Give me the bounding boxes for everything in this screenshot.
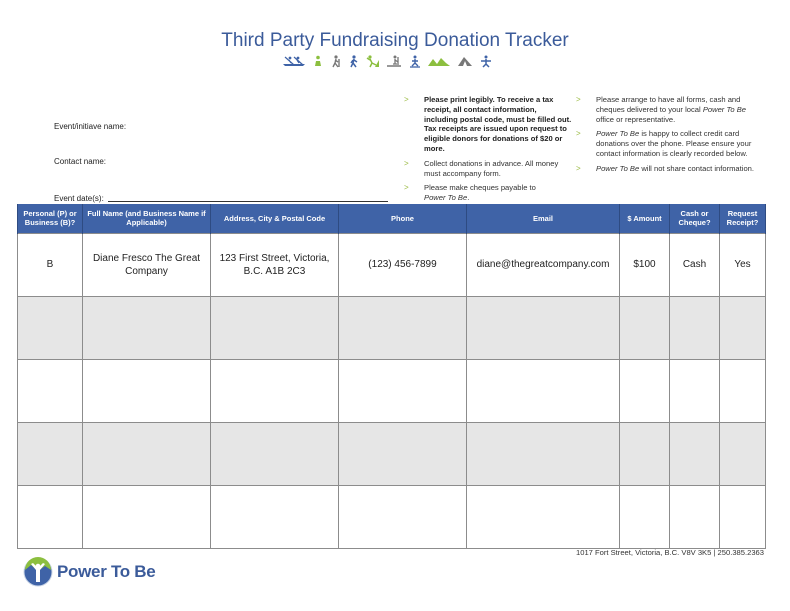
cell-amount[interactable]	[620, 485, 670, 548]
instruction-text: Collect donations in advance. All money must accompany form.	[424, 158, 559, 178]
organization-address: 1017 Fort Street, Victoria, B.C. V8V 3K5 | 250.385.2363	[576, 548, 764, 557]
header-type: Personal (P) or Business (B)?	[18, 204, 83, 233]
event-name-label: Event/initiave name:	[54, 122, 127, 131]
cell-type[interactable]	[18, 422, 83, 485]
table-row	[18, 233, 766, 296]
header-amount: $ Amount	[620, 204, 670, 233]
instruction-item	[404, 183, 572, 203]
cell-payment-method[interactable]: Cash	[670, 233, 720, 296]
bullet-chevron-icon: >	[576, 129, 581, 139]
instruction-item	[576, 129, 760, 158]
cell-type[interactable]: B	[18, 233, 83, 296]
instruction-text: Power To Be will not share contact information.	[596, 163, 755, 173]
cell-phone[interactable]: (123) 456-7899	[339, 233, 467, 296]
snowshoe-icon	[409, 55, 421, 68]
instructions-column-1	[404, 95, 572, 208]
cell-receipt[interactable]	[720, 422, 766, 485]
instruction-text: Please arrange to have all forms, cash and cheques delivered to your local Power To Be office or representative.	[596, 95, 747, 124]
cell-payment-method[interactable]	[670, 485, 720, 548]
tent-icon	[457, 55, 473, 67]
donation-table	[17, 204, 766, 549]
cell-address[interactable]	[211, 296, 339, 359]
cell-payment-method[interactable]	[670, 296, 720, 359]
cell-phone[interactable]	[339, 485, 467, 548]
cell-email[interactable]: diane@thegreatcompany.com	[467, 233, 620, 296]
cell-type[interactable]	[18, 296, 83, 359]
cell-address[interactable]	[211, 359, 339, 422]
bullet-chevron-icon: >	[576, 95, 581, 104]
logo-text: Power To Be	[57, 562, 156, 581]
cell-receipt[interactable]	[720, 296, 766, 359]
header-email: Email	[467, 204, 620, 233]
event-dates-label: Event date(s):	[54, 194, 104, 203]
cell-full-name[interactable]	[83, 359, 211, 422]
table-row	[18, 485, 766, 548]
cell-type[interactable]	[18, 485, 83, 548]
header-phone: Phone	[339, 204, 467, 233]
logo-mark-icon	[23, 557, 53, 587]
header-full-name: Full Name (and Business Name if Applicable)	[83, 204, 211, 233]
instruction-item	[404, 95, 572, 154]
cell-full-name[interactable]	[83, 296, 211, 359]
instruction-item	[576, 164, 760, 174]
cell-email[interactable]	[467, 422, 620, 485]
instruction-text: Please print legibly. To receive a tax receipt, all contact information, including postal code, must be filled out. Tax receipts are issued upon request to eligible donors for donations of $20 or more.	[424, 95, 572, 153]
cell-full-name[interactable]	[83, 422, 211, 485]
cell-phone[interactable]	[339, 422, 467, 485]
cell-amount[interactable]	[620, 296, 670, 359]
instruction-text: Please make cheques payable to Power To Be.	[424, 183, 536, 203]
hiker-icon	[330, 55, 341, 68]
cell-address[interactable]	[211, 422, 339, 485]
header-receipt: Request Receipt?	[720, 204, 766, 233]
instruction-text: Power To Be is happy to collect credit card donations over the phone. Please ensure your contact information is clearly recorded below.	[596, 129, 752, 158]
walker-icon	[348, 55, 359, 68]
cell-payment-method[interactable]	[670, 422, 720, 485]
table-row	[18, 296, 766, 359]
instructions-column-2	[576, 95, 760, 179]
surfer-icon	[480, 55, 492, 68]
activity-icons	[282, 53, 492, 69]
cell-address[interactable]	[211, 485, 339, 548]
bullet-chevron-icon: >	[576, 163, 581, 173]
cell-receipt[interactable]	[720, 359, 766, 422]
cell-receipt[interactable]: Yes	[720, 233, 766, 296]
instruction-item	[576, 95, 760, 124]
cell-receipt[interactable]	[720, 485, 766, 548]
event-dates-line	[108, 201, 388, 202]
instruction-item	[404, 159, 572, 179]
header-payment-method: Cash or Cheque?	[670, 204, 720, 233]
table-header-row	[18, 204, 766, 233]
cell-payment-method[interactable]	[670, 359, 720, 422]
header-address: Address, City & Postal Code	[211, 204, 339, 233]
mountains-icon	[428, 55, 450, 67]
page-title: Third Party Fundraising Donation Tracker	[221, 30, 569, 51]
bullet-chevron-icon: >	[404, 183, 409, 193]
cell-full-name[interactable]	[83, 485, 211, 548]
cell-amount[interactable]	[620, 422, 670, 485]
bullet-chevron-icon: >	[404, 158, 409, 168]
cell-type[interactable]	[18, 359, 83, 422]
cell-amount[interactable]	[620, 359, 670, 422]
climber-icon	[366, 55, 379, 68]
cell-email[interactable]	[467, 485, 620, 548]
kayak-icon	[282, 55, 306, 67]
paddleboard-icon	[386, 55, 402, 68]
cell-full-name[interactable]: Diane Fresco The Great Company	[83, 233, 211, 296]
bullet-chevron-icon: >	[404, 95, 409, 104]
meditation-icon	[313, 55, 323, 67]
table-row	[18, 359, 766, 422]
cell-phone[interactable]	[339, 359, 467, 422]
cell-phone[interactable]	[339, 296, 467, 359]
cell-amount[interactable]: $100	[620, 233, 670, 296]
table-row	[18, 422, 766, 485]
cell-address[interactable]: 123 First Street, Victoria, B.C. A1B 2C3	[211, 233, 339, 296]
cell-email[interactable]	[467, 359, 620, 422]
cell-email[interactable]	[467, 296, 620, 359]
contact-name-label: Contact name:	[54, 157, 107, 166]
power-to-be-logo	[23, 557, 155, 587]
